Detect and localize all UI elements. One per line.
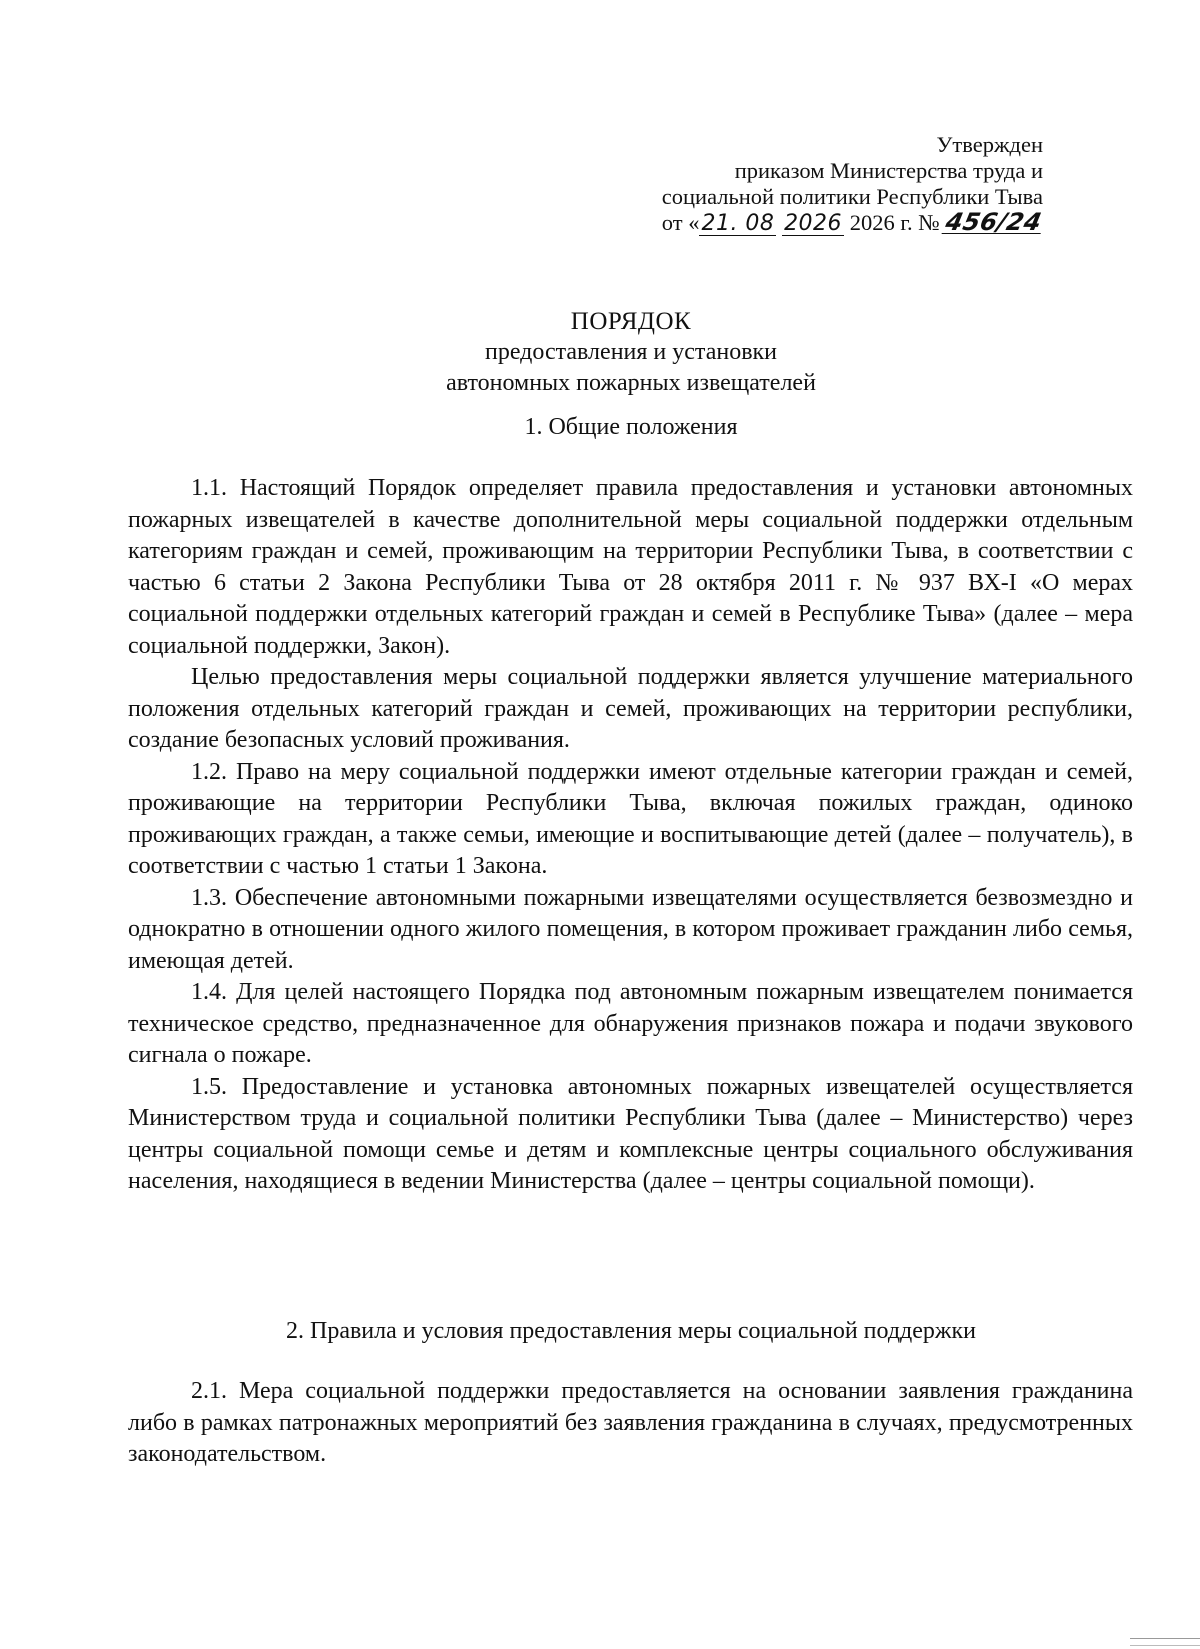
- document-title: [0, 306, 1200, 399]
- paragraph-1-4: 1.4. Для целей настоящего Порядка под автономным пожарным извещателем понимается техническое средство, предназначенное для обнаружения признаков пожара и подачи звукового сигнала о пожаре.: [128, 979, 1133, 1068]
- approval-line-order: приказом Министерства труда и: [734, 158, 1043, 183]
- approval-stamp-block: [563, 132, 1043, 236]
- date-prefix: от «: [661, 210, 700, 235]
- paragraph-1-1-purpose: Целью предоставления меры социальной поддержки является улучшение материального положения отдельных категорий граждан и семей, проживающих на территории республики, создание безопасных условий проживания.: [128, 664, 1133, 753]
- paragraph-1-3: 1.3. Обеспечение автономными пожарными извещателями осуществляется безвозмездно и однократно в отношении одного жилого помещения, в котором проживает гражданин либо семья, имеющая детей.: [128, 884, 1133, 974]
- page-edge-mark: [1130, 1638, 1200, 1646]
- paragraph-1-1: 1.1. Настоящий Порядок определяет правила предоставления и установки автономных пожарных извещателей в качестве дополнительной меры социальной поддержки отдельным категориям граждан и семей, проживающим на территории Республики Тыва, в соответствии с частью 6 статьи 2 Закона Республики Тыва от 28 октября 2011 г. № 937 ВХ-I «О мерах социальной поддержки отдельных категорий граждан и семей в Республике Тыва» (далее – мера социальной поддержки, Закон).: [128, 475, 1133, 659]
- section-2-body: [128, 1376, 1133, 1471]
- approval-line-ministry: социальной политики Республики Тыва: [661, 184, 1043, 209]
- title-subtitle-1: предоставления и установки: [484, 339, 778, 365]
- title-subtitle-2: автономных пожарных извещателей: [446, 370, 816, 396]
- paragraph-1-2: 1.2. Право на меру социальной поддержки имеют отдельные категории граждан и семей, проживающие на территории Республики Тыва, включая пожилых граждан, одиноко проживающих граждан, а также семьи, имеющие и воспитывающие детей (далее – получатель), в соответствии с частью 1 статьи 1 Закона.: [128, 758, 1133, 879]
- handwritten-year: 2026: [784, 211, 843, 236]
- paragraph-2-1: 2.1. Мера социальной поддержки предоставляется на основании заявления гражданина либо в рамках патронажных мероприятий без заявления гражданина в случаях, предусмотренных законодательством.: [128, 1378, 1133, 1467]
- approval-line-approved: Утвержден: [936, 132, 1043, 157]
- section-1-body: [128, 473, 1133, 1198]
- paragraph-1-5: 1.5. Предоставление и установка автономных пожарных извещателей осуществляется Министерством труда и социальной политики Республики Тыва (далее – Министерство) через центры социальной помощи семье и детям и комплексные центры социального обслуживания населения, находящиеся в ведении Министерства (далее – центры социальной помощи).: [128, 1073, 1133, 1194]
- approval-line-date: [563, 210, 1043, 236]
- section-1-heading: 1. Общие положения: [524, 414, 738, 440]
- title-main: ПОРЯДОК: [570, 308, 692, 335]
- handwritten-date: 21. 08: [701, 211, 775, 236]
- date-suffix: 2026 г. №: [849, 210, 940, 235]
- section-2-heading: 2. Правила и условия предоставления меры социальной поддержки: [285, 1318, 976, 1344]
- handwritten-order-number: 456/24: [942, 208, 1045, 236]
